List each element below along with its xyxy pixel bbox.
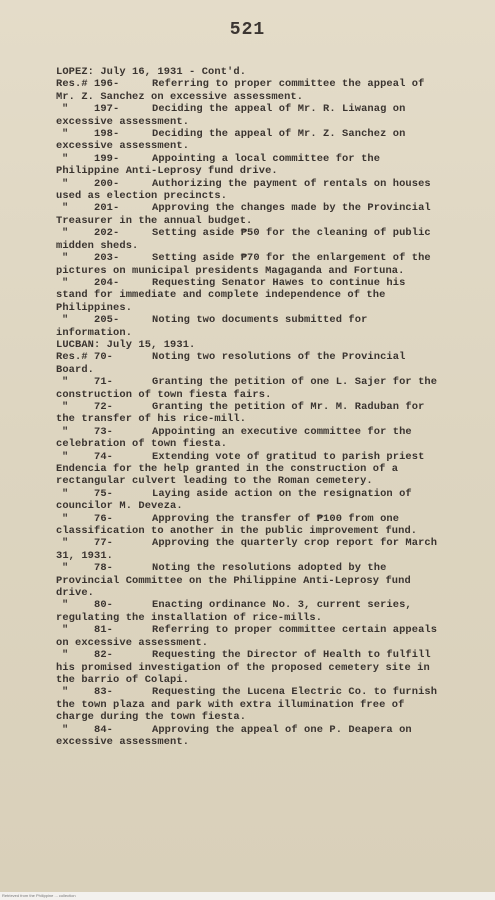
ditto-mark: "	[62, 152, 69, 165]
resolution-number: 201-	[94, 202, 120, 215]
ditto-mark: "	[62, 649, 69, 662]
resolution-number: 202-	[94, 227, 120, 240]
ditto-mark: "	[62, 450, 69, 463]
resolution-text: Appointing an executive committee for the celebration of town fiesta.	[56, 425, 412, 451]
resolution-text: Appointing a local committee for the Philippine Anti-Leprosy fund drive.	[56, 152, 381, 178]
resolution-entry	[56, 624, 441, 649]
resolution-text: Authorizing the payment of rentals on houses used as election precincts.	[56, 177, 431, 203]
resolution-entry	[56, 178, 441, 203]
resolution-text: Referring to proper committee the appeal of Mr. Z. Sanchez on excessive assessment.	[56, 78, 425, 103]
resolution-text: Laying aside action on the resignation of councilor M. Deveza.	[56, 487, 412, 513]
resolution-label: Res.#	[56, 78, 88, 91]
ditto-mark: "	[62, 177, 69, 190]
resolution-text: Noting two resolutions of the Provincial Board.	[56, 351, 406, 376]
resolution-number: 73-	[94, 425, 114, 438]
resolution-entry	[56, 202, 441, 227]
resolution-entry	[56, 724, 441, 749]
ditto-mark: "	[62, 487, 69, 500]
resolution-entry	[56, 78, 441, 103]
ditto-mark: "	[62, 562, 69, 575]
section-header: LOPEZ: July 16, 1931 - Cont'd.	[56, 66, 247, 78]
resolution-number: 198-	[94, 128, 120, 141]
page-number: 521	[229, 20, 266, 40]
resolution-text: Granting the petition of one L. Sajer for the construction of town fiesta fairs.	[56, 376, 438, 401]
ditto-mark: "	[62, 537, 69, 550]
resolution-text: Granting the petition of Mr. M. Raduban for the transfer of his rice-mill.	[56, 400, 425, 426]
resolution-entry	[56, 277, 441, 314]
resolution-number: 205-	[94, 314, 120, 327]
resolution-entry	[56, 401, 441, 426]
resolution-entry	[56, 599, 441, 624]
resolution-entry	[56, 153, 441, 178]
resolution-text: Referring to proper committee certain appeals on excessive assessment.	[56, 624, 438, 649]
resolution-entry	[56, 537, 441, 562]
resolution-text: Approving the quarterly crop report for March 31, 1931.	[56, 537, 438, 562]
resolution-text: Deciding the appeal of Mr. Z. Sanchez on excessive assessment.	[56, 128, 406, 153]
resolution-number: 196-	[94, 78, 120, 91]
ditto-mark: "	[62, 599, 69, 612]
minutes-body	[56, 66, 441, 748]
resolution-text: Enacting ordinance No. 3, current series, regulating the installation of rice-mills.	[56, 599, 412, 624]
resolution-text: Noting the resolutions adopted by the Provincial Committee on the Philippine Anti-Leprosy fund drive.	[56, 562, 411, 600]
ditto-mark: "	[62, 128, 69, 141]
resolution-number: 82-	[94, 649, 114, 662]
resolution-text: Requesting Senator Hawes to continue his stand for immediate and complete independence of the Philippines.	[56, 276, 406, 314]
resolution-text: Setting aside ₱50 for the cleaning of public midden sheds.	[56, 227, 431, 252]
resolution-number: 77-	[94, 537, 114, 550]
resolution-number: 204-	[94, 276, 120, 289]
ditto-mark: "	[62, 624, 69, 637]
ditto-mark: "	[62, 400, 69, 413]
resolution-number: 71-	[94, 376, 114, 389]
resolution-number: 72-	[94, 400, 114, 413]
resolution-entry	[56, 314, 441, 339]
resolution-text: Setting aside ₱70 for the enlargement of the pictures on municipal presidents Magaganda and Fortuna.	[56, 252, 431, 277]
resolution-entry	[56, 376, 441, 401]
resolution-text: Approving the appeal of one P. Deapera on excessive assessment.	[56, 723, 412, 748]
resolution-number: 81-	[94, 624, 114, 637]
resolution-entry	[56, 252, 441, 277]
resolution-entry	[56, 686, 441, 723]
resolution-number: 83-	[94, 686, 114, 699]
resolution-entry	[56, 351, 441, 376]
resolution-text: Approving the transfer of ₱100 from one classification to another in the public improvement fund.	[56, 512, 418, 538]
resolution-entry	[56, 562, 441, 599]
resolution-text: Requesting the Director of Health to fulfill his promised investigation of the proposed cemetery site in the barrio of Colapi.	[56, 649, 431, 686]
resolution-entry	[56, 426, 441, 451]
ditto-mark: "	[62, 202, 69, 215]
ditto-mark: "	[62, 103, 69, 116]
resolution-number: 84-	[94, 723, 114, 736]
resolution-text: Noting two documents submitted for information.	[56, 314, 368, 339]
resolution-entry	[56, 488, 441, 513]
ditto-mark: "	[62, 276, 69, 289]
resolution-number: 80-	[94, 599, 114, 612]
resolution-number: 78-	[94, 562, 114, 575]
resolution-entry	[56, 128, 441, 153]
resolution-entry	[56, 227, 441, 252]
resolution-number: 200-	[94, 177, 120, 190]
ditto-mark: "	[62, 512, 69, 525]
resolution-entry	[56, 513, 441, 538]
resolution-number: 75-	[94, 487, 114, 500]
ditto-mark: "	[62, 314, 69, 327]
scan-footer-text: Retrieved from the Philippine ... collection	[2, 893, 76, 898]
resolution-text: Extending vote of gratitud to parish priest Endencia for the help granted in the construction of a rectangular culvert leading to the Roman cemetery.	[56, 450, 425, 488]
resolution-number: 199-	[94, 152, 120, 165]
resolution-number: 203-	[94, 252, 120, 265]
ditto-mark: "	[62, 425, 69, 438]
ditto-mark: "	[62, 227, 69, 240]
ditto-mark: "	[62, 252, 69, 265]
ditto-mark: "	[62, 376, 69, 389]
resolution-entry	[56, 451, 441, 488]
resolution-text: Requesting the Lucena Electric Co. to furnish the town plaza and park with extra illumination free of charge during the town fiesta.	[56, 686, 438, 724]
resolution-number: 74-	[94, 450, 114, 463]
resolution-text: Deciding the appeal of Mr. R. Liwanag on excessive assessment.	[56, 103, 406, 128]
ditto-mark: "	[62, 723, 69, 736]
resolution-label: Res.#	[56, 351, 88, 364]
resolution-entry	[56, 103, 441, 128]
ditto-mark: "	[62, 686, 69, 699]
resolution-number: 76-	[94, 512, 114, 525]
section-header: LUCBAN: July 15, 1931.	[56, 338, 196, 351]
resolution-text: Approving the changes made by the Provincial Treasurer in the annual budget.	[56, 202, 431, 227]
resolution-number: 197-	[94, 103, 120, 116]
resolution-entry	[56, 649, 441, 686]
resolution-number: 70-	[94, 351, 114, 364]
